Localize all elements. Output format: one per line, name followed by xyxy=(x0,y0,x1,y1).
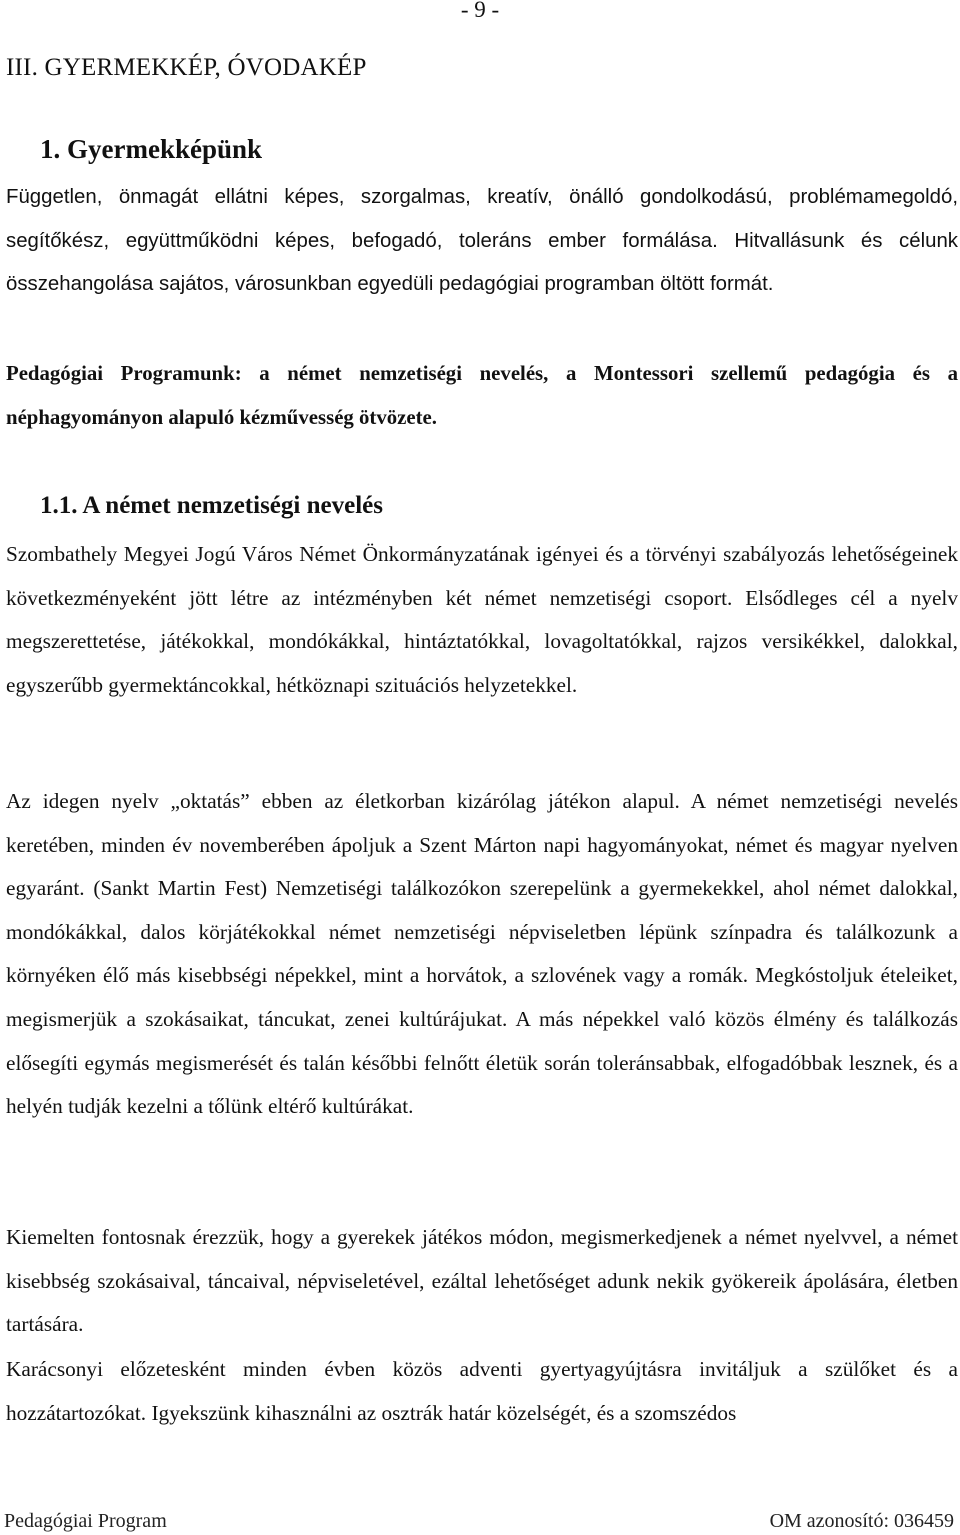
page-number: - 9 - xyxy=(460,0,500,22)
footer-om-id: OM azonosító: 036459 xyxy=(769,1510,954,1532)
intro-paragraph: Független, önmagát ellátni képes, szorgalmas, kreatív, önálló gondolkodású, problémamegoldó, segítőkész, együttműködni képes, befogadó, toleráns ember formálása. Hitvallásunk és célunk összehangolása sajátos, városunkban egyedüli pedagógiai programban öltött formát. xyxy=(6,186,958,296)
section-title: 1. Gyermekképünk xyxy=(40,134,263,164)
footer-program-name: Pedagógiai Program xyxy=(4,1510,167,1532)
subsection-title: 1.1. A német nemzetiségi nevelés xyxy=(40,492,383,519)
body-paragraph: Kiemelten fontosnak érezzük, hogy a gyerekek játékos módon, megismerkedjenek a német nyelvvel, a német kisebbség szokásaival, táncaival, népviseletével, ezáltal lehetőséget adunk nekik gyökereik ápolására, életben tartására. xyxy=(6,1225,958,1337)
body-paragraph: Szombathely Megyei Jogú Város Német Önkormányzatának igényei és a törvényi szabályozás lehetőségeinek következményeként jött létre az intézményben két német nemzetiségi csoport. Elsődleges cél a nyelv megszerettetése, játékokkal, mondókákkal, hintáztatókkal, lovagoltatókkal, rajzos versikékkel, dalokkal, egyszerűbb gyermektáncokkal, hétköznapi szituációs helyzetekkel. xyxy=(6,542,958,697)
chapter-title: III. GYERMEKKÉP, ÓVODAKÉP xyxy=(6,54,367,81)
body-paragraph: Az idegen nyelv „oktatás” ebben az életkorban kizárólag játékon alapul. A német nemzetiségi nevelés keretében, minden év novemberében ápoljuk a Szent Márton napi hagyományokat, német és magyar nyelven egyaránt. (Sankt Martin Fest) Nemzetiségi találkozókon szerepelünk a gyermekekkel, ahol német dalokkal, mondókákkal, dalos körjátékokkal német nemzetiségi népviseletben lépünk színpadra és találkozunk a környéken élő más kisebbségi népekkel, mint a horvátok, a szlovének vagy a romák. Megkóstoljuk ételeiket, megismerjük a szokásaikat, táncukat, zenei kultúrájukat. A más népekkel való közös élmény és találkozás elősegíti egymás megismerését és talán későbbi felnőtt életük során toleránsabbak, elfogadóbbak lesznek, és a helyén tudják kezelni a tőlünk eltérő kultúrákat. xyxy=(6,789,958,1119)
body-paragraph: Karácsonyi előzetesként minden évben közös adventi gyertyagyújtásra invitáljuk a szülőket és a hozzátartozókat. Igyekszünk kihasználni az osztrák határ közelségét, és a szomszédos xyxy=(6,1357,958,1425)
program-summary-paragraph: Pedagógiai Programunk: a német nemzetiségi nevelés, a Montessori szellemű pedagógia és a néphagyományon alapuló kézművesség ötvözete. xyxy=(6,362,958,429)
